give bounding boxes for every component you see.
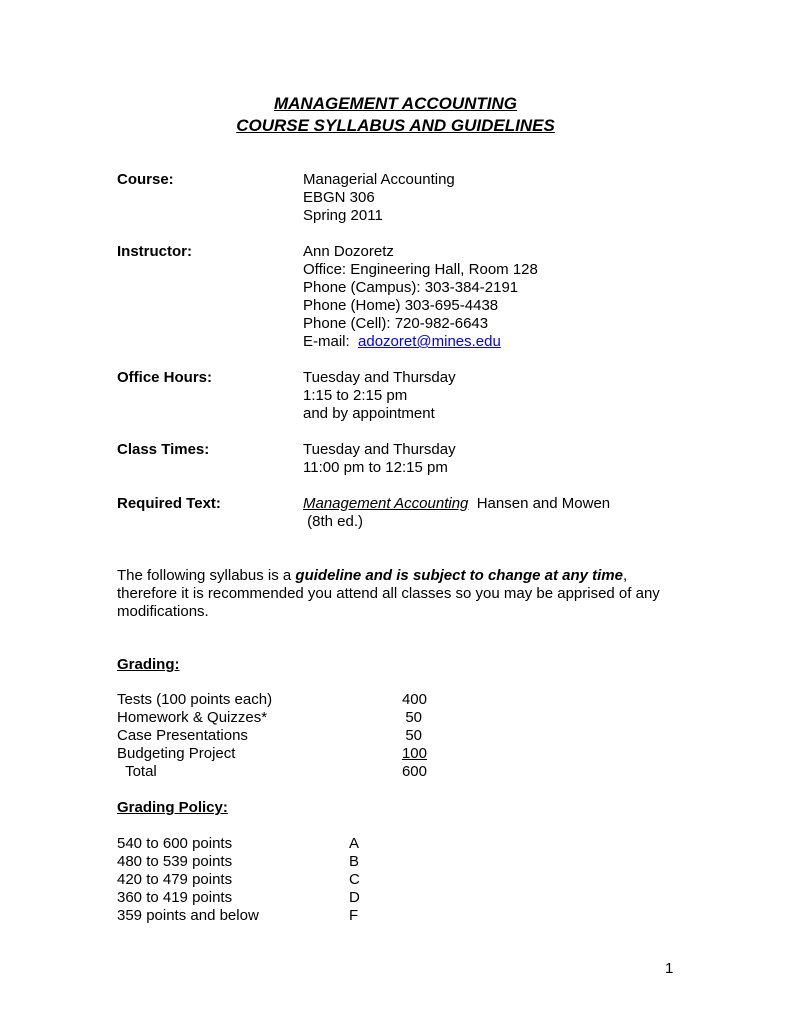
policy-range: 420 to 479 points bbox=[117, 871, 233, 888]
grading-item-points: 400 bbox=[401, 691, 427, 708]
required-text-line bbox=[303, 495, 610, 513]
notice-prefix: The following syllabus is a bbox=[117, 567, 296, 584]
grading-item-points: 50 bbox=[405, 727, 422, 744]
course-term: Spring 2011 bbox=[303, 207, 383, 224]
policy-range: 540 to 600 points bbox=[117, 835, 233, 852]
office-hours-label: Office Hours: bbox=[117, 369, 213, 386]
title-line-1: MANAGEMENT ACCOUNTING bbox=[273, 94, 518, 113]
class-times-label: Class Times: bbox=[117, 441, 210, 458]
instructor-phone-cell: Phone (Cell): 720-982-6643 bbox=[303, 315, 489, 332]
instructor-office: Office: Engineering Hall, Room 128 bbox=[303, 261, 538, 278]
office-hours-time: 1:15 to 2:15 pm bbox=[303, 387, 408, 404]
office-hours-note: and by appointment bbox=[303, 405, 435, 422]
notice-suffix: , therefore it is recommended you attend all classes so you may be apprised of any modifications. bbox=[117, 567, 660, 620]
syllabus-notice bbox=[117, 567, 677, 621]
book-edition: (8th ed.) bbox=[303, 513, 364, 530]
course-label: Course: bbox=[117, 171, 174, 188]
book-title: Management Accounting bbox=[303, 495, 469, 512]
instructor-phone-campus: Phone (Campus): 303-384-2191 bbox=[303, 279, 519, 296]
office-hours-days: Tuesday and Thursday bbox=[303, 369, 456, 386]
grading-item-points: 100 bbox=[401, 745, 427, 762]
grading-total-label: Total bbox=[117, 763, 157, 780]
grading-item-points: 50 bbox=[405, 709, 422, 726]
required-text-label: Required Text: bbox=[117, 495, 221, 512]
policy-range: 359 points and below bbox=[117, 907, 259, 924]
grading-total-points: 600 bbox=[401, 763, 427, 780]
policy-range: 360 to 419 points bbox=[117, 889, 233, 906]
email-link[interactable]: adozoret@mines.edu bbox=[358, 333, 501, 350]
notice-emphasis: guideline and is subject to change at any time bbox=[295, 567, 623, 584]
grading-item-name: Homework & Quizzes* bbox=[117, 709, 268, 726]
policy-grade: B bbox=[349, 853, 360, 870]
book-authors: Hansen and Mowen bbox=[468, 495, 611, 512]
course-code: EBGN 306 bbox=[303, 189, 375, 206]
grading-item-name: Case Presentations bbox=[117, 727, 248, 744]
class-times-time: 11:00 pm to 12:15 pm bbox=[303, 459, 448, 476]
title-line-2: COURSE SYLLABUS AND GUIDELINES bbox=[236, 116, 555, 135]
course-name: Managerial Accounting bbox=[303, 171, 455, 188]
policy-grade: A bbox=[349, 835, 360, 852]
email-label: E-mail: bbox=[303, 333, 359, 350]
grading-heading: Grading: bbox=[117, 656, 180, 673]
policy-grade: C bbox=[349, 871, 360, 888]
instructor-label: Instructor: bbox=[117, 243, 192, 260]
grading-policy-heading: Grading Policy: bbox=[117, 799, 228, 816]
class-times-days: Tuesday and Thursday bbox=[303, 441, 456, 458]
instructor-phone-home: Phone (Home) 303-695-4438 bbox=[303, 297, 499, 314]
page-number: 1 bbox=[665, 960, 674, 977]
instructor-email-line bbox=[303, 333, 501, 351]
instructor-name: Ann Dozoretz bbox=[303, 243, 394, 260]
policy-range: 480 to 539 points bbox=[117, 853, 233, 870]
grading-item-name: Tests (100 points each) bbox=[117, 691, 273, 708]
grading-item-name: Budgeting Project bbox=[117, 745, 236, 762]
policy-grade: D bbox=[349, 889, 360, 906]
policy-grade: F bbox=[349, 907, 359, 924]
